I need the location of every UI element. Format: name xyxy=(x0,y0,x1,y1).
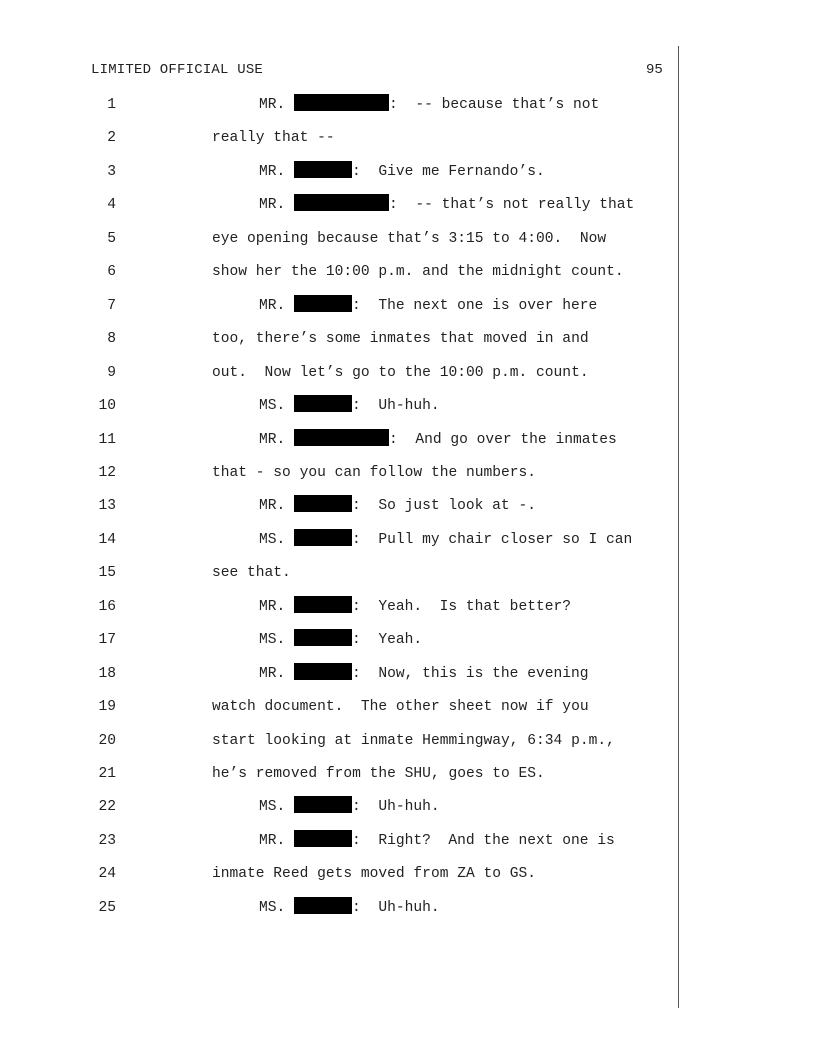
transcript-line xyxy=(0,595,816,619)
redaction-box xyxy=(294,529,352,546)
speaker-title: MS. xyxy=(259,799,286,816)
transcript-line xyxy=(0,294,816,318)
speaker-line xyxy=(259,193,634,217)
transcript-line xyxy=(0,160,816,184)
transcript-line xyxy=(0,829,816,853)
redaction-box xyxy=(294,94,389,111)
line-number: 11 xyxy=(98,431,116,448)
spoken-text: : Yeah. xyxy=(352,632,423,649)
line-number: 15 xyxy=(98,565,116,582)
speaker-line xyxy=(259,662,589,686)
speaker-title: MS. xyxy=(259,398,286,415)
transcript-line xyxy=(0,327,816,351)
transcript-line xyxy=(0,93,816,117)
speaker-line xyxy=(259,595,571,619)
redaction-box xyxy=(294,897,352,914)
redaction-box xyxy=(294,830,352,847)
speaker-line xyxy=(259,428,617,452)
continuation-text: show her the 10:00 p.m. and the midnight count. xyxy=(212,264,624,281)
line-number: 22 xyxy=(98,799,116,816)
continuation-text: inmate Reed gets moved from ZA to GS. xyxy=(212,866,537,883)
spoken-text: : Pull my chair closer so I can xyxy=(352,531,633,548)
line-number: 17 xyxy=(98,632,116,649)
speaker-title: MS. xyxy=(259,899,286,916)
transcript-line xyxy=(0,862,816,886)
spoken-text: : Uh-huh. xyxy=(352,398,440,415)
transcript-line xyxy=(0,896,816,920)
line-number: 4 xyxy=(107,197,116,214)
speaker-line xyxy=(259,528,632,552)
continuation-text: really that -- xyxy=(212,130,335,147)
redaction-box xyxy=(294,796,352,813)
line-number: 24 xyxy=(98,866,116,883)
speaker-line xyxy=(259,795,440,819)
spoken-text: : Right? And the next one is xyxy=(352,832,615,849)
transcript-line xyxy=(0,394,816,418)
continuation-text: start looking at inmate Hemmingway, 6:34 p.m., xyxy=(212,732,615,749)
line-number: 10 xyxy=(98,398,116,415)
line-number: 18 xyxy=(98,665,116,682)
line-number: 7 xyxy=(107,297,116,314)
continuation-text: watch document. The other sheet now if you xyxy=(212,699,589,716)
spoken-text: : -- because that’s not xyxy=(389,97,600,113)
line-number: 8 xyxy=(107,331,116,348)
transcript-line xyxy=(0,126,816,150)
speaker-line xyxy=(259,829,615,853)
transcript-line xyxy=(0,227,816,251)
line-number: 20 xyxy=(98,732,116,749)
transcript-line xyxy=(0,260,816,284)
spoken-text: : Yeah. Is that better? xyxy=(352,598,571,615)
continuation-text: that - so you can follow the numbers. xyxy=(212,464,537,481)
speaker-title: MR. xyxy=(259,498,286,515)
speaker-title: MR. xyxy=(259,97,286,113)
spoken-text: : -- that’s not really that xyxy=(389,197,635,214)
line-number: 21 xyxy=(98,766,116,782)
redaction-box xyxy=(294,395,352,412)
line-number: 25 xyxy=(98,899,116,916)
spoken-text: : The next one is over here xyxy=(352,297,598,314)
transcript-line xyxy=(0,428,816,452)
speaker-line xyxy=(259,160,545,184)
line-number: 9 xyxy=(107,364,116,381)
redaction-box xyxy=(294,429,389,446)
speaker-title: MS. xyxy=(259,632,286,649)
speaker-line xyxy=(259,896,440,920)
speaker-title: MR. xyxy=(259,832,286,849)
line-number: 12 xyxy=(98,464,116,481)
page-number: 95 xyxy=(646,62,663,78)
transcript-line xyxy=(0,628,816,652)
transcript-line xyxy=(0,762,816,786)
speaker-line xyxy=(259,494,536,518)
spoken-text: : Uh-huh. xyxy=(352,799,440,816)
continuation-text: he’s removed from the SHU, goes to ES. xyxy=(212,766,545,782)
line-number: 6 xyxy=(107,264,116,281)
transcript-line xyxy=(0,695,816,719)
redaction-box xyxy=(294,295,352,312)
continuation-text: too, there’s some inmates that moved in and xyxy=(212,331,589,348)
redaction-box xyxy=(294,596,352,613)
transcript-line xyxy=(0,662,816,686)
continuation-text: see that. xyxy=(212,565,291,582)
line-number: 2 xyxy=(107,130,116,147)
line-number: 13 xyxy=(98,498,116,515)
speaker-line xyxy=(259,294,597,318)
transcript-line xyxy=(0,461,816,485)
speaker-line xyxy=(259,628,422,652)
transcript-line xyxy=(0,361,816,385)
line-number: 3 xyxy=(107,163,116,180)
transcript-line xyxy=(0,528,816,552)
speaker-line xyxy=(259,93,599,117)
speaker-title: MR. xyxy=(259,297,286,314)
speaker-title: MR. xyxy=(259,197,286,214)
transcript-line xyxy=(0,494,816,518)
speaker-title: MS. xyxy=(259,531,286,548)
speaker-title: MR. xyxy=(259,665,286,682)
redaction-box xyxy=(294,663,352,680)
speaker-title: MR. xyxy=(259,431,286,448)
spoken-text: : Now, this is the evening xyxy=(352,665,589,682)
transcript-line xyxy=(0,729,816,753)
continuation-text: out. Now let’s go to the 10:00 p.m. count. xyxy=(212,364,589,381)
line-number: 23 xyxy=(98,832,116,849)
transcript-line xyxy=(0,561,816,585)
line-number: 5 xyxy=(107,230,116,247)
line-number: 19 xyxy=(98,699,116,716)
speaker-line xyxy=(259,394,440,418)
line-number: 1 xyxy=(107,97,116,113)
speaker-title: MR. xyxy=(259,163,286,180)
redaction-box xyxy=(294,194,389,211)
line-number: 16 xyxy=(98,598,116,615)
spoken-text: : Give me Fernando’s. xyxy=(352,163,545,180)
redaction-box xyxy=(294,629,352,646)
line-number: 14 xyxy=(98,531,116,548)
spoken-text: : And go over the inmates xyxy=(389,431,617,448)
continuation-text: eye opening because that’s 3:15 to 4:00. Now xyxy=(212,230,607,247)
redaction-box xyxy=(294,161,352,178)
transcript-line xyxy=(0,193,816,217)
spoken-text: : So just look at -. xyxy=(352,498,536,515)
classification-header: LIMITED OFFICIAL USE xyxy=(91,62,264,78)
transcript-line xyxy=(0,795,816,819)
redaction-box xyxy=(294,495,352,512)
speaker-title: MR. xyxy=(259,598,286,615)
spoken-text: : Uh-huh. xyxy=(352,899,440,916)
